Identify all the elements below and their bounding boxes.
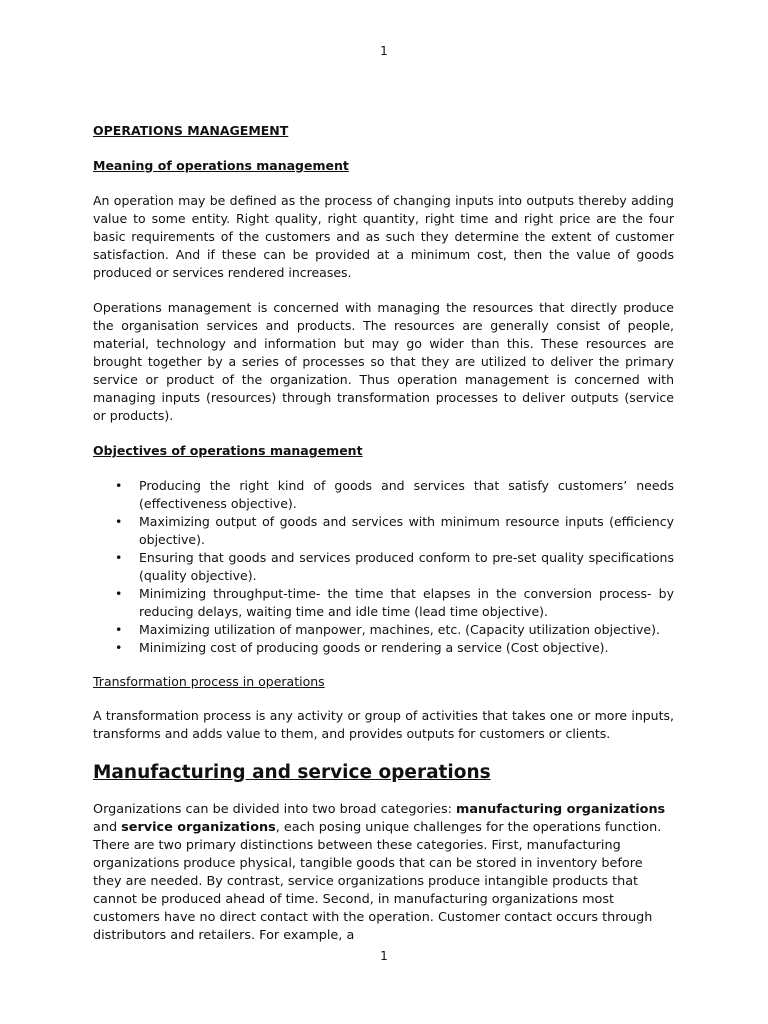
bullet-icon: • — [115, 622, 123, 637]
list-item: • Maximizing output of goods and services with minimum resource inputs (efficiency objective). — [115, 514, 674, 547]
objectives-list — [93, 477, 674, 657]
objectives-heading: Objectives of operations management — [93, 443, 363, 458]
term-service: service organizations — [121, 820, 276, 835]
section-title: Manufacturing and service operations — [93, 762, 491, 783]
bullet-icon: • — [115, 514, 123, 529]
list-item: • Maximizing utilization of manpower, machines, etc. (Capacity utilization objective). — [115, 622, 660, 637]
document-title: OPERATIONS MANAGEMENT — [93, 123, 289, 138]
paragraph-operations-management: Operations management is concerned with managing the resources that directly produce the organisation services and products. The resources are generally consist of people, material, technology and information but may go wider than this. These resources are brought together by a series of processes so that they are utilized to deliver the primary service or product of the organization. Thus operation management is concerned with managing inputs (resources) through transformation processes to deliver outputs (service or products). — [93, 300, 674, 423]
bullet-icon: • — [115, 586, 123, 601]
bullet-icon: • — [115, 478, 123, 493]
transformation-heading: Transformation process in operations — [93, 674, 325, 689]
list-item: • Producing the right kind of goods and services that satisfy customers’ needs (effectiveness objective). — [115, 478, 674, 511]
paragraph-transformation: A transformation process is any activity or group of activities that takes one or more inputs, transforms and adds value to them, and provides outputs for customers or clients. — [93, 708, 674, 741]
document-body — [93, 122, 674, 945]
paragraph-definition: An operation may be defined as the process of changing inputs into outputs thereby adding value to some entity. Right quality, right quantity, right time and right price are the four basic requirements of the customers and as such they determine the extent of customer satisfaction. And if these can be provided at a minimum cost, then the value of goods produced or services rendered increases. — [93, 193, 674, 280]
meaning-heading: Meaning of operations management — [93, 158, 349, 173]
paragraph-manufacturing-service: Organizations can be divided into two broad categories: manufacturing organizations and service organizations, each posing unique challenges for the operations function. There are two primary distinctions between these categories. First, manufacturing organizations produce physical, tangible goods that can be stored in inventory before they are needed. By contrast, service organizations produce intangible products that cannot be produced ahead of time. Second, in manufacturing organizations most customers have no direct contact with the operation. Customer contact occurs through distributors and retailers. For example, a — [93, 802, 666, 943]
list-item: • Minimizing cost of producing goods or rendering a service (Cost objective). — [115, 640, 609, 655]
bullet-icon: • — [115, 550, 123, 565]
list-item: • Minimizing throughput-time- the time that elapses in the conversion process- by reducing delays, waiting time and idle time (lead time objective). — [115, 586, 674, 619]
term-manufacturing: manufacturing organizations — [456, 802, 666, 817]
bullet-icon: • — [115, 640, 123, 655]
header-page-number: 1 — [380, 44, 388, 58]
footer-page-number: 1 — [380, 949, 388, 963]
list-item: • Ensuring that goods and services produced conform to pre-set quality specifications (quality objective). — [115, 550, 674, 583]
